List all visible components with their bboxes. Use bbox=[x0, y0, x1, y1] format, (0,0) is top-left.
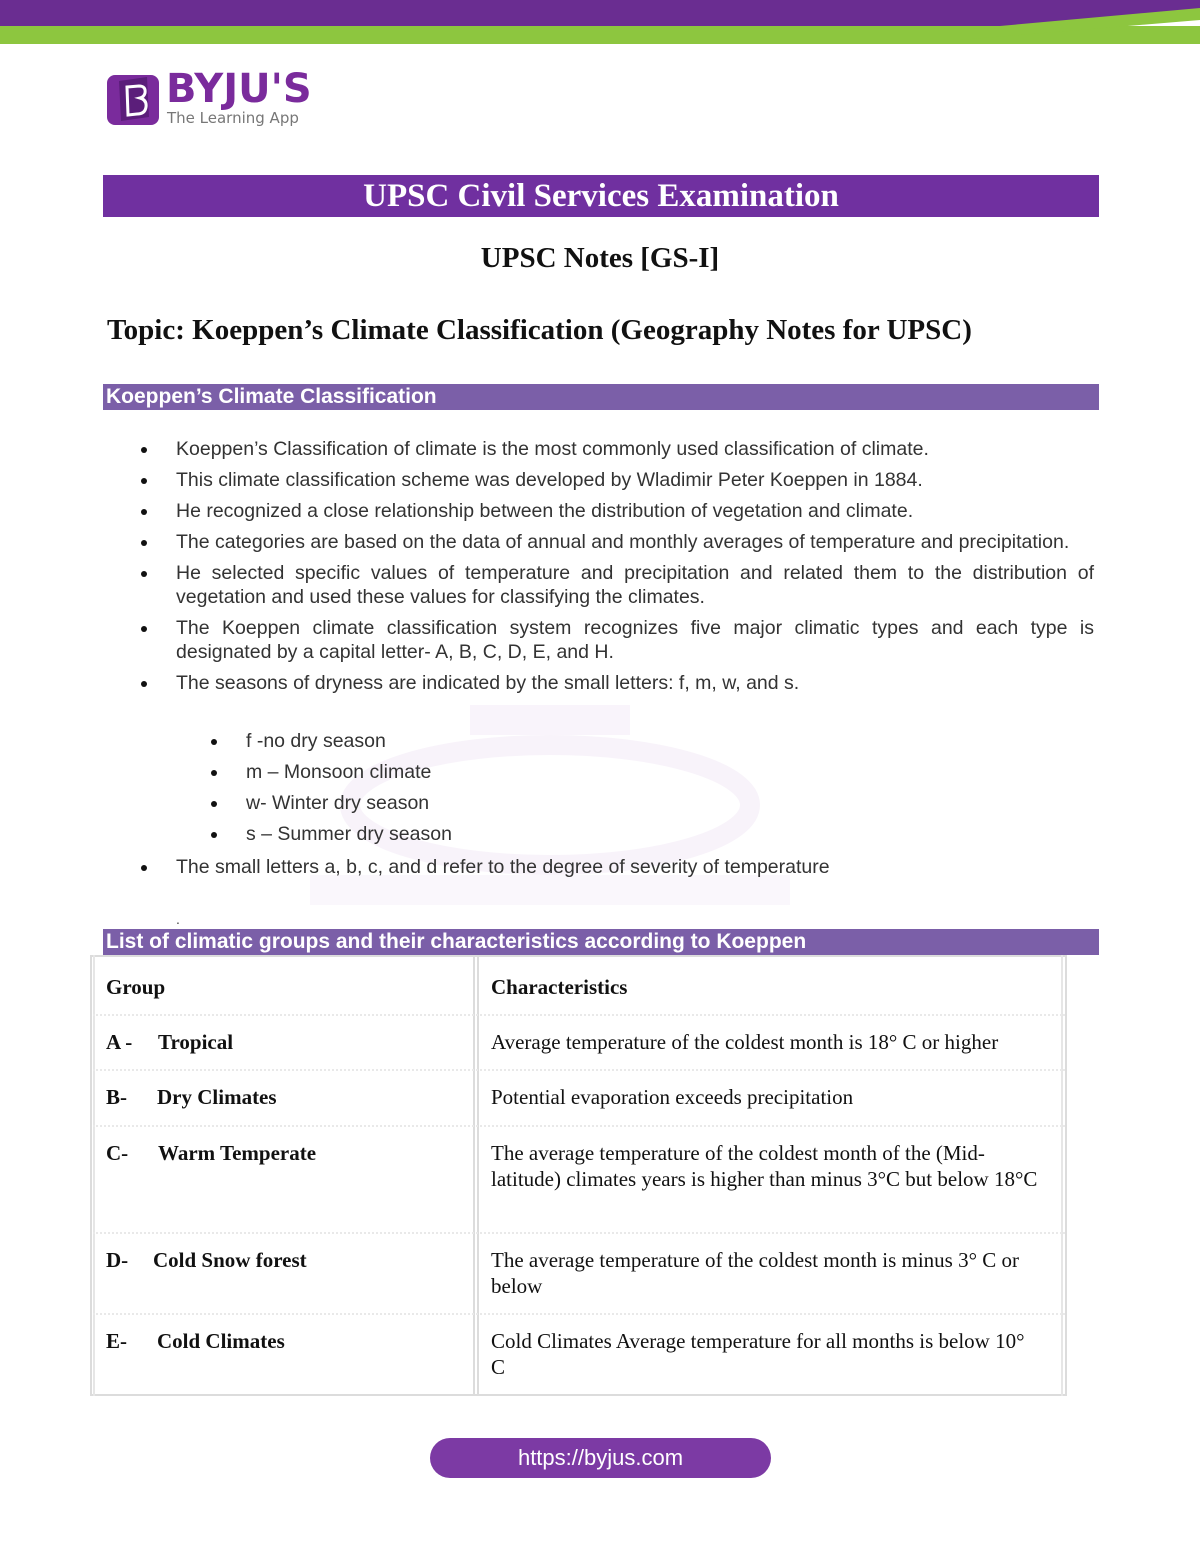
logo-icon bbox=[106, 72, 160, 126]
bullet-item: The categories are based on the data of annual and monthly averages of temperature and precipitation. bbox=[135, 530, 1094, 554]
top-decorative-band bbox=[0, 0, 1200, 44]
group-letter: C- bbox=[106, 1141, 129, 1165]
table-row-separator bbox=[93, 1313, 1065, 1315]
group-name: Tropical bbox=[158, 1030, 234, 1054]
sub-bullet-item: m – Monsoon climate bbox=[205, 760, 452, 784]
table-row-separator bbox=[93, 1014, 1065, 1016]
bullet-item: The small letters a, b, c, and d refer to the degree of severity of temperature bbox=[135, 855, 1094, 879]
topic-title: Topic: Koeppen’s Climate Classification (Geography Notes for UPSC) bbox=[107, 314, 972, 346]
group-characteristics: Potential evaporation exceeds precipitation bbox=[491, 1085, 854, 1109]
exam-banner: UPSC Civil Services Examination bbox=[103, 175, 1099, 217]
table-row-separator bbox=[93, 1069, 1065, 1071]
table-header-group: Group bbox=[106, 975, 166, 999]
group-name: Warm Temperate bbox=[158, 1141, 317, 1165]
classification-bullet-list bbox=[135, 437, 1094, 695]
bullet-item: The seasons of dryness are indicated by the small letters: f, m, w, and s. bbox=[135, 671, 1094, 695]
sub-bullet-item: s – Summer dry season bbox=[205, 822, 452, 846]
sub-bullet-item: w- Winter dry season bbox=[205, 791, 452, 815]
group-letter: A - bbox=[106, 1030, 133, 1054]
bullet-item: He recognized a close relationship between the distribution of vegetation and climate. bbox=[135, 499, 1094, 523]
section-heading-classification: Koeppen’s Climate Classification bbox=[103, 384, 1099, 410]
notes-title: UPSC Notes [GS-I] bbox=[480, 242, 720, 274]
bullet-item: This climate classification scheme was developed by Wladimir Peter Koeppen in 1884. bbox=[135, 468, 1094, 492]
brand-tagline: The Learning App bbox=[167, 109, 299, 127]
group-name: Dry Climates bbox=[157, 1085, 277, 1109]
table-row-separator bbox=[93, 1232, 1065, 1234]
group-letter: E- bbox=[106, 1329, 127, 1353]
group-characteristics: The average temperature of the coldest month is minus 3° C or below bbox=[491, 1248, 1019, 1298]
section-heading-climatic-groups: List of climatic groups and their characteristics according to Koeppen bbox=[103, 929, 1099, 955]
group-characteristics: Average temperature of the coldest month is 18° C or higher bbox=[491, 1030, 999, 1054]
severity-bullet-list bbox=[135, 855, 1094, 879]
group-characteristics: Cold Climates Average temperature for all months is below 10° C bbox=[491, 1329, 1025, 1379]
bullet-item: The Koeppen climate classification system recognizes five major climatic types and each type is designated by a capital letter- A, B, C, D, E, and H. bbox=[135, 616, 1094, 664]
sub-bullet-item: f -no dry season bbox=[205, 729, 452, 753]
brand-name: BYJU'S bbox=[166, 66, 312, 112]
group-letter: D- bbox=[106, 1248, 129, 1272]
footer-url-link[interactable]: https://byjus.com bbox=[430, 1438, 771, 1478]
table-column-divider bbox=[473, 955, 479, 1396]
table-border bbox=[93, 955, 95, 1396]
bullet-item: He selected specific values of temperature and precipitation and related them to the distribution of vegetation and used these values for classifying the climates. bbox=[135, 561, 1094, 609]
group-name: Cold Climates bbox=[157, 1329, 285, 1353]
group-letter: B- bbox=[106, 1085, 127, 1109]
group-characteristics: The average temperature of the coldest month of the (Mid-latitude) climates years is higher than minus 3°C but below 18°C bbox=[491, 1141, 1038, 1191]
group-name: Cold Snow forest bbox=[153, 1248, 307, 1272]
bullet-item: Koeppen’s Classification of climate is the most commonly used classification of climate. bbox=[135, 437, 1094, 461]
table-header-characteristics: Characteristics bbox=[491, 975, 628, 999]
dryness-sub-bullet-list bbox=[205, 729, 452, 846]
stray-mark: . bbox=[176, 911, 180, 927]
table-row-separator bbox=[93, 1125, 1065, 1127]
table-border bbox=[1061, 955, 1063, 1396]
